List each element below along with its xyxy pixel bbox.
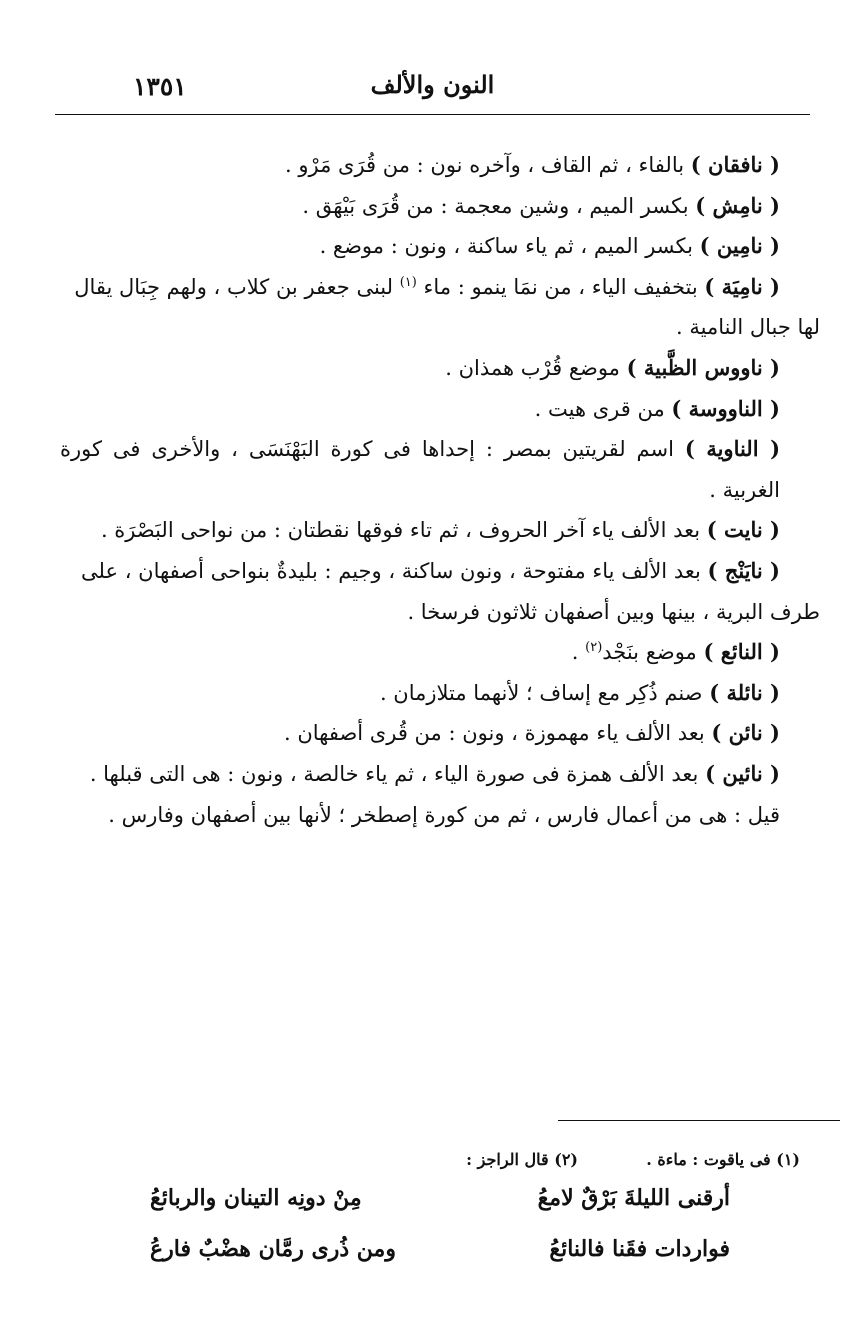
entry-text: بعد الألف ياء مهموزة ، ونون : من قُرى أصفهان . (283, 721, 705, 746)
headword: نائن (728, 720, 763, 746)
headword: النائع (720, 639, 763, 665)
headword: نائلة (726, 679, 763, 705)
entry: ( الناووسة ) من قرى هيت . (534, 395, 780, 421)
entry: ( نائين ) بعد الألف همزة فى صورة الياء ، ثم ياء خالصة ، ونون : هى التى قبلها . (89, 760, 780, 786)
entry-text: بعد الألف ياء آخر الحروف ، ثم تاء فوقها نقطتان : من نواحى البَصْرَة . (100, 518, 701, 543)
page-number: ١٣٥١ (133, 72, 187, 101)
headword: نايَنْج (724, 557, 763, 583)
entry: ( نائن ) بعد الألف ياء مهموزة ، ونون : من قُرى أصفهان . (283, 720, 780, 746)
verse-hemistich: ومن ذُرى رمَّان هضْبٌ فارعُ (150, 1236, 396, 1262)
headword: الناوية (706, 436, 759, 462)
headword: ناووس الظَّبية (643, 354, 763, 380)
headword: نامِين (716, 233, 763, 259)
footnote-rule (558, 1120, 840, 1121)
footnote-reference: (٢) (585, 640, 603, 656)
headword: نايت (724, 517, 763, 543)
entry-text: بتخفيف الياء ، من نمَا ينمو : ماء (423, 274, 698, 299)
entry: ( نامِش ) بكسر الميم ، وشين معجمة : من قُرَى بَيْهَق . (302, 192, 780, 218)
footnote-reference: (١) (399, 274, 417, 290)
footnote-1: (١) فى ياقوت : ماءة . (646, 1150, 800, 1169)
entry-text: لبنى جعفر بن كلاب ، ولهم جِبَال يقال (74, 274, 394, 299)
dictionary-entries (60, 145, 820, 835)
entry-text: بكسر الميم ، وشين معجمة : من قُرَى بَيْهَق . (302, 193, 689, 218)
header-rule (55, 114, 810, 115)
entry: ( نافقان ) بالفاء ، ثم القاف ، وآخره نون : من قُرَى مَرْو . (285, 152, 780, 177)
footnotes (100, 1150, 800, 1178)
entry-text: موضع قُرْب همذان . (445, 355, 620, 380)
entry-continuation: قيل : هى من أعمال فارس ، ثم من كورة إصطخر ؛ لأنها بين أصفهان وفارس . (108, 802, 780, 827)
entry-text: صنم ذُكِر مع إساف ؛ لأنهما متلازمان . (379, 680, 703, 705)
entry-continuation: طرف البرية ، بينها وبين أصفهان ثلاثون فرسخا . (407, 599, 820, 624)
entry: ( الناوية ) اسم لقريتين بمصر : إحداها فى كورة البَهْنَسَى ، والأخرى فى كورة الغربية . (60, 436, 781, 502)
entry: ( النائع ) موضع بنَجْد$^{(٢)}$ . (571, 639, 780, 665)
entry-text: موضع بنَجْد (602, 640, 697, 665)
verse-hemistich: أرقنى الليلةَ بَرْقٌ لامعُ (537, 1185, 730, 1211)
footnote-2: (٢) قال الراجز : (466, 1150, 578, 1169)
entry: ( نايَنْج ) بعد الألف ياء مفتوحة ، ونون ساكنة ، وجيم : بليدةٌ بنواحى أصفهان ، على (81, 557, 780, 583)
headword: نافقان (708, 152, 763, 177)
entry-continuation: لها جبال النامية . (676, 315, 820, 340)
headword: نائين (722, 760, 763, 786)
running-title: النون والألف (370, 70, 495, 99)
entry-text: . (571, 640, 579, 665)
headword: نامِيَة (721, 273, 763, 299)
entry: ( نايت ) بعد الألف ياء آخر الحروف ، ثم تاء فوقها نقطتان : من نواحى البَصْرَة . (100, 517, 780, 543)
entry-text: بالفاء ، ثم القاف ، وآخره نون : من قُرَى مَرْو . (285, 153, 685, 177)
entry-text: بعد الألف همزة فى صورة الياء ، ثم ياء خالصة ، ونون : هى التى قبلها . (89, 761, 699, 786)
entry: ( نامِيَة ) بتخفيف الياء ، من نمَا ينمو : ماء $^{(١)}$ لبنى جعفر بن كلاب ، ولهم جِبَال يقال (74, 273, 780, 299)
entry-text: بعد الألف ياء مفتوحة ، ونون ساكنة ، وجيم : بليدةٌ بنواحى أصفهان ، على (81, 558, 701, 583)
entry: ( ناووس الظَّبية ) موضع قُرْب همذان . (445, 354, 780, 380)
headword: الناووسة (688, 395, 763, 421)
verse-hemistich: مِنْ دونِه التينان والربائعُ (150, 1185, 362, 1211)
headword: نامِش (712, 192, 763, 218)
page-header (55, 60, 810, 112)
entry: ( نائلة ) صنم ذُكِر مع إساف ؛ لأنهما متلازمان . (379, 679, 780, 705)
entry-text: من قرى هيت . (534, 396, 665, 421)
entry-text: بكسر الميم ، ثم ياء ساكنة ، ونون : موضع . (319, 234, 693, 259)
verse-hemistich: فواردات فقَنا فالنائعُ (549, 1236, 730, 1262)
footnote-labels (100, 1150, 800, 1178)
entry: ( نامِين ) بكسر الميم ، ثم ياء ساكنة ، ونون : موضع . (319, 233, 780, 259)
entry-text: اسم لقريتين بمصر : إحداها فى كورة البَهْنَسَى ، والأخرى فى كورة الغربية . (60, 437, 780, 502)
